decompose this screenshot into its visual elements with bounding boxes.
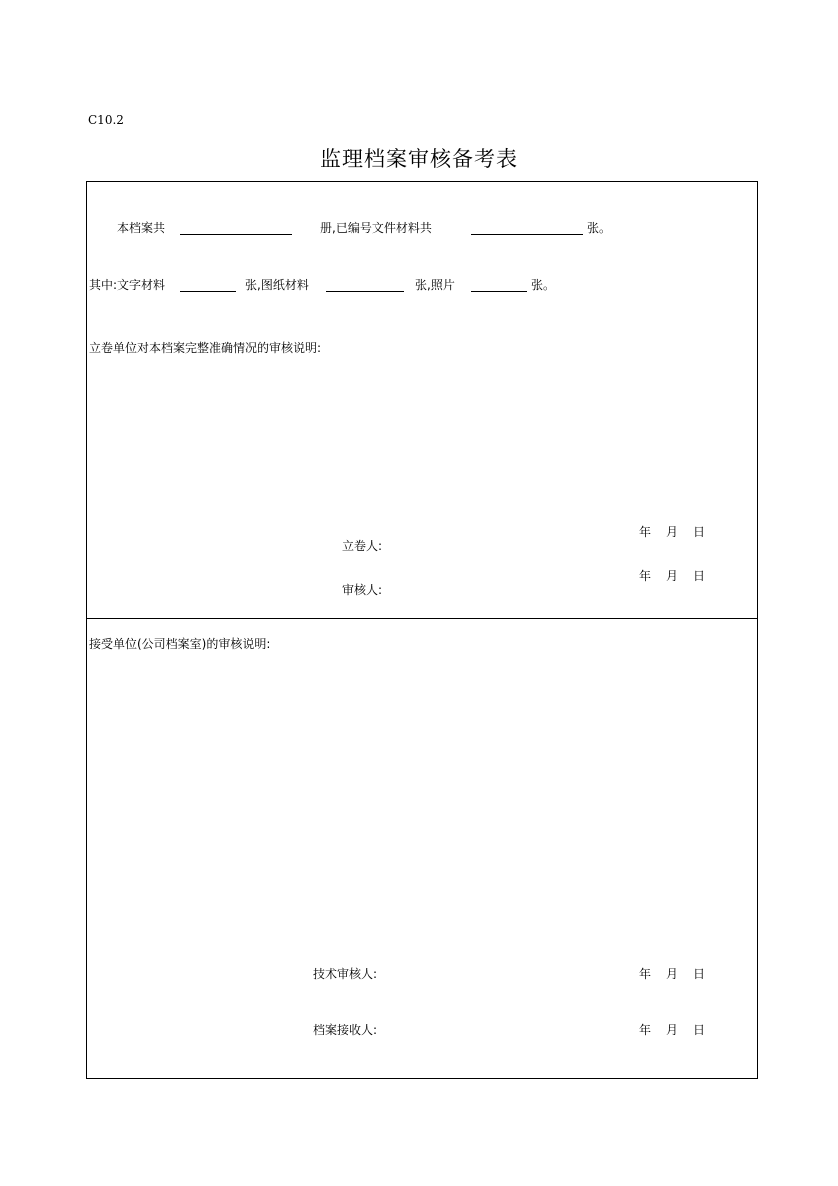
form-frame bbox=[86, 181, 758, 1079]
date3-year: 年 bbox=[639, 967, 652, 981]
section2-heading: 接受单位(公司档案室)的审核说明: bbox=[89, 637, 271, 651]
date2-month: 月 bbox=[666, 569, 679, 583]
archive-receiver-label: 档案接收人: bbox=[313, 1023, 378, 1037]
photos-label: 张,照片 bbox=[415, 278, 455, 292]
photos-field[interactable] bbox=[471, 291, 527, 292]
numbered-files-label: 册,已编号文件材料共 bbox=[320, 221, 432, 235]
date2-day: 日 bbox=[693, 569, 706, 583]
date4-month: 月 bbox=[666, 1023, 679, 1037]
date4-year: 年 bbox=[639, 1023, 652, 1037]
technical-reviewer-label: 技术审核人: bbox=[313, 967, 378, 981]
date4-day: 日 bbox=[693, 1023, 706, 1037]
reviewer-label: 审核人: bbox=[342, 583, 383, 597]
volume-count-field[interactable] bbox=[180, 234, 292, 235]
text-materials-field[interactable] bbox=[180, 291, 236, 292]
filer-label: 立卷人: bbox=[342, 539, 383, 553]
drawings-label: 张,图纸材料 bbox=[245, 278, 309, 292]
date3-day: 日 bbox=[693, 967, 706, 981]
photos-unit-label: 张。 bbox=[531, 278, 556, 292]
volume-count-label: 本档案共 bbox=[117, 221, 166, 235]
date1-month: 月 bbox=[666, 525, 679, 539]
section-divider bbox=[86, 618, 758, 619]
sheets-unit-label: 张。 bbox=[587, 221, 612, 235]
page-title: 监理档案审核备考表 bbox=[320, 147, 518, 171]
form-code: C10.2 bbox=[88, 113, 124, 127]
numbered-files-field[interactable] bbox=[471, 234, 583, 235]
drawings-field[interactable] bbox=[326, 291, 404, 292]
date3-month: 月 bbox=[666, 967, 679, 981]
text-materials-label: 其中:文字材料 bbox=[89, 278, 166, 292]
date2-year: 年 bbox=[639, 569, 652, 583]
section1-heading: 立卷单位对本档案完整准确情况的审核说明: bbox=[89, 341, 322, 355]
date1-day: 日 bbox=[693, 525, 706, 539]
date1-year: 年 bbox=[639, 525, 652, 539]
